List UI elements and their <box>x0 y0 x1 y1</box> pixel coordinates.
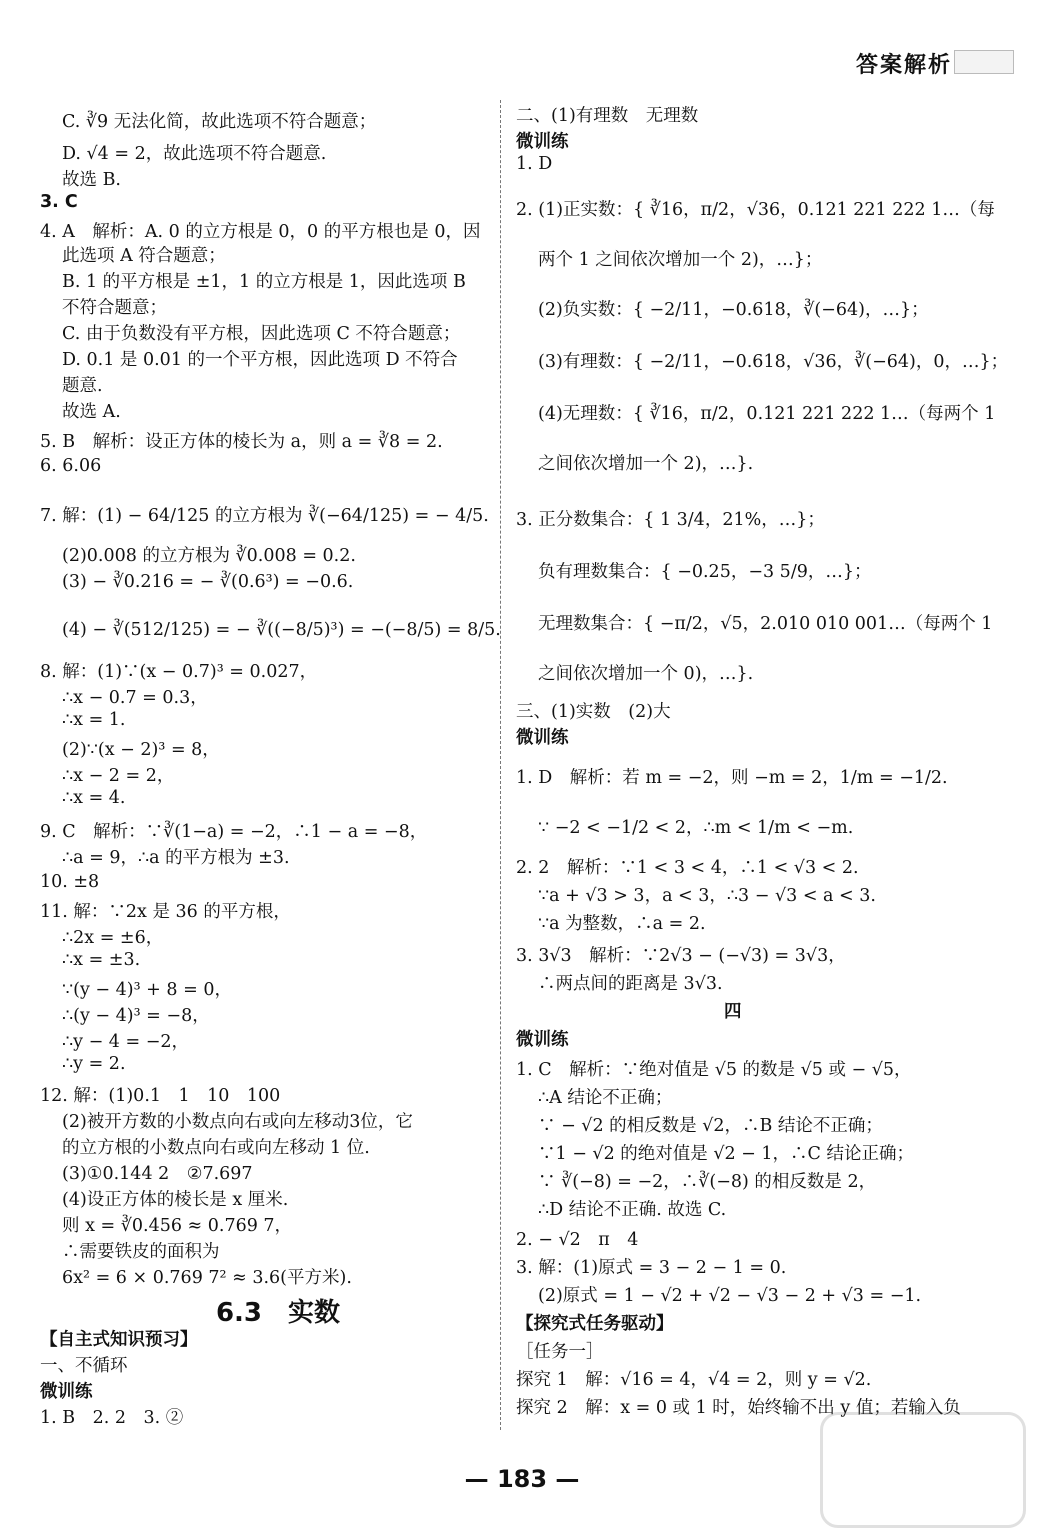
text-line: 之间依次增加一个 0)，…}. <box>538 664 754 684</box>
text-line: 微训练 <box>40 1382 93 1402</box>
text-line: (2)被开方数的小数点向右或向左移动3位，它 <box>62 1112 413 1132</box>
text-line: C. 由于负数没有平方根，因此选项 C 不符合题意； <box>62 324 461 344</box>
text-line: 微训练 <box>516 728 569 748</box>
text-line: (3)有理数：{ −2/11，−0.618，√36，∛(−64)，0，…}； <box>538 352 1009 372</box>
text-line: 7. 解：(1) − 64/125 的立方根为 ∛(−64/125) = − 4/5. <box>40 506 489 526</box>
section-heading: 四 <box>724 1002 742 1022</box>
text-line: D. √4 = 2，故此选项不符合题意. <box>62 144 327 164</box>
text-line: 负有理数集合：{ −0.25，−3 5/9，…}； <box>538 562 872 582</box>
text-line: C. ∛9 无法化简，故此选项不符合题意； <box>62 112 377 132</box>
text-line: ∴A 结论不正确； <box>538 1088 673 1108</box>
text-line: ∴2x = ±6， <box>62 928 164 948</box>
text-line: ∵ ∛(−8) = −2，∴∛(−8) 的相反数是 2， <box>538 1172 877 1192</box>
text-line: (2)∵(x − 2)³ = 8， <box>62 740 220 760</box>
text-line: 11. 解：∵2x 是 36 的平方根， <box>40 902 291 922</box>
text-line: (3) − ∛0.216 = − ∛(0.6³) = −0.6. <box>62 572 354 592</box>
text-line: ∴y = 2. <box>62 1054 126 1074</box>
text-line: ∴两点间的距离是 3√3. <box>538 974 723 994</box>
text-line: 5. B 解析：设正方体的棱长为 a，则 a = ∛8 = 2. <box>40 432 443 452</box>
section-title: 6.3 实数 <box>215 1298 341 1328</box>
text-line: ∴x = ±3. <box>62 950 141 970</box>
text-line: B. 1 的平方根是 ±1，1 的立方根是 1，因此选项 B <box>62 272 466 292</box>
text-line: (2)负实数：{ −2/11，−0.618，∛(−64)，…}； <box>538 300 929 320</box>
text-line: 题意. <box>62 376 103 396</box>
text-line: 6. 6.06 <box>40 456 102 476</box>
text-line: ∴x − 0.7 = 0.3， <box>62 688 208 708</box>
text-line: ∴(y − 4)³ = −8， <box>62 1006 210 1026</box>
text-line: 12. 解：(1)0.1 1 10 100 <box>40 1086 281 1106</box>
text-line: ∵ − √2 的相反数是 √2，∴B 结论不正确； <box>538 1116 883 1136</box>
text-line: 三、(1)实数 (2)大 <box>516 702 671 722</box>
text-line: ∵a 为整数，∴a = 2. <box>538 914 706 934</box>
header-tag <box>954 50 1014 74</box>
text-line: 1. D 解析：若 m = −2，则 −m = 2，1/m = −1/2. <box>516 768 948 788</box>
text-line: 微训练 <box>516 132 569 152</box>
text-line: 4. A 解析：A. 0 的立方根是 0，0 的平方根也是 0，因 <box>40 222 481 242</box>
text-line: 2. 2 解析：∵1 < 3 < 4，∴1 < √3 < 2. <box>516 858 859 878</box>
column-divider <box>500 100 501 1430</box>
text-line: 1. C 解析：∵绝对值是 √5 的数是 √5 或 − √5， <box>516 1060 912 1080</box>
text-line: 之间依次增加一个 2)，…}. <box>538 454 754 474</box>
text-line: 1. B 2. 2 3. ② <box>40 1408 184 1428</box>
text-line: 【探究式任务驱动】 <box>516 1314 674 1334</box>
text-line: ∴a = 9，∴a 的平方根为 ±3. <box>62 848 290 868</box>
watermark-logo <box>820 1412 1026 1528</box>
text-line: (2)原式 = 1 − √2 + √2 − √3 − 2 + √3 = −1. <box>538 1286 922 1306</box>
text-line: ∵ −2 < −1/2 < 2，∴m < 1/m < −m. <box>538 818 854 838</box>
text-line: 探究 2 解：x = 0 或 1 时，始终输不出 y 值；若输入负 <box>516 1398 961 1418</box>
text-line: 两个 1 之间依次增加一个 2)，…}； <box>538 250 823 270</box>
text-line: ∵(y − 4)³ + 8 = 0， <box>62 980 232 1000</box>
page-number: — 183 — <box>464 1465 580 1493</box>
text-line: (4)无理数：{ ∛16，π/2，0.121 221 222 1…（每两个 1 <box>538 404 996 424</box>
text-line: 【自主式知识预习】 <box>40 1330 198 1350</box>
text-line: 3. 解：(1)原式 = 3 − 2 − 1 = 0. <box>516 1258 787 1278</box>
header-title: 答案解析 <box>855 53 952 78</box>
text-line: 3. 3√3 解析：∵2√3 − (−√3) = 3√3， <box>516 946 846 966</box>
text-line: ∴x − 2 = 2， <box>62 766 175 786</box>
text-line: 8. 解：(1)∵(x − 0.7)³ = 0.027， <box>40 662 318 682</box>
text-line: 二、(1)有理数 无理数 <box>516 106 699 126</box>
text-line: ∴x = 4. <box>62 788 126 808</box>
text-line: 3. C <box>40 192 78 212</box>
text-line: (3)①0.144 2 ②7.697 <box>62 1164 253 1184</box>
text-line: ∴x = 1. <box>62 710 126 730</box>
text-line: 不符合题意； <box>62 298 167 318</box>
text-line: (4)设正方体的棱长是 x 厘米. <box>62 1190 289 1210</box>
text-line: ∵a + √3 > 3，a < 3，∴3 − √3 < a < 3. <box>538 886 876 906</box>
text-line: 1. D <box>516 154 553 174</box>
text-line: ∴D 结论不正确. 故选 C. <box>538 1200 727 1220</box>
text-line: 2. (1)正实数：{ ∛16，π/2，√36，0.121 221 222 1…（每 <box>516 200 995 220</box>
text-line: ∵1 − √2 的绝对值是 √2 − 1，∴C 结论正确； <box>538 1144 914 1164</box>
text-line: (4) − ∛(512/125) = − ∛((−8/5)³) = −(−8/5) = 8/5. <box>62 620 501 640</box>
text-line: 9. C 解析：∵∛(1−a) = −2，∴1 − a = −8， <box>40 822 428 842</box>
text-line: 2. − √2 π 4 <box>516 1230 639 1250</box>
text-line: D. 0.1 是 0.01 的一个平方根，因此选项 D 不符合 <box>62 350 458 370</box>
text-line: 6x² = 6 × 0.769 7² ≈ 3.6(平方米). <box>62 1268 352 1288</box>
text-line: 的立方根的小数点向右或向左移动 1 位. <box>62 1138 370 1158</box>
text-line: 故选 B. <box>62 170 121 190</box>
text-line: 则 x = ∛0.456 ≈ 0.769 7， <box>62 1216 293 1236</box>
text-line: (2)0.008 的立方根为 ∛0.008 = 0.2. <box>62 546 356 566</box>
text-line: 3. 正分数集合：{ 1 3/4，21%，…}； <box>516 510 825 530</box>
text-line: ［任务一］ <box>516 1342 604 1362</box>
text-line: 无理数集合：{ −π/2，√5，2.010 010 001…（每两个 1 <box>538 614 993 634</box>
text-line: 此选项 A 符合题意； <box>62 246 226 266</box>
text-line: 故选 A. <box>62 402 121 422</box>
text-line: 一、不循环 <box>40 1356 128 1376</box>
text-line: 微训练 <box>516 1030 569 1050</box>
text-line: ∴需要铁皮的面积为 <box>62 1242 220 1262</box>
text-line: ∴y − 4 = −2， <box>62 1032 190 1052</box>
text-line: 10. ±8 <box>40 872 100 892</box>
text-line: 探究 1 解：√16 = 4，√4 = 2，则 y = √2. <box>516 1370 872 1390</box>
